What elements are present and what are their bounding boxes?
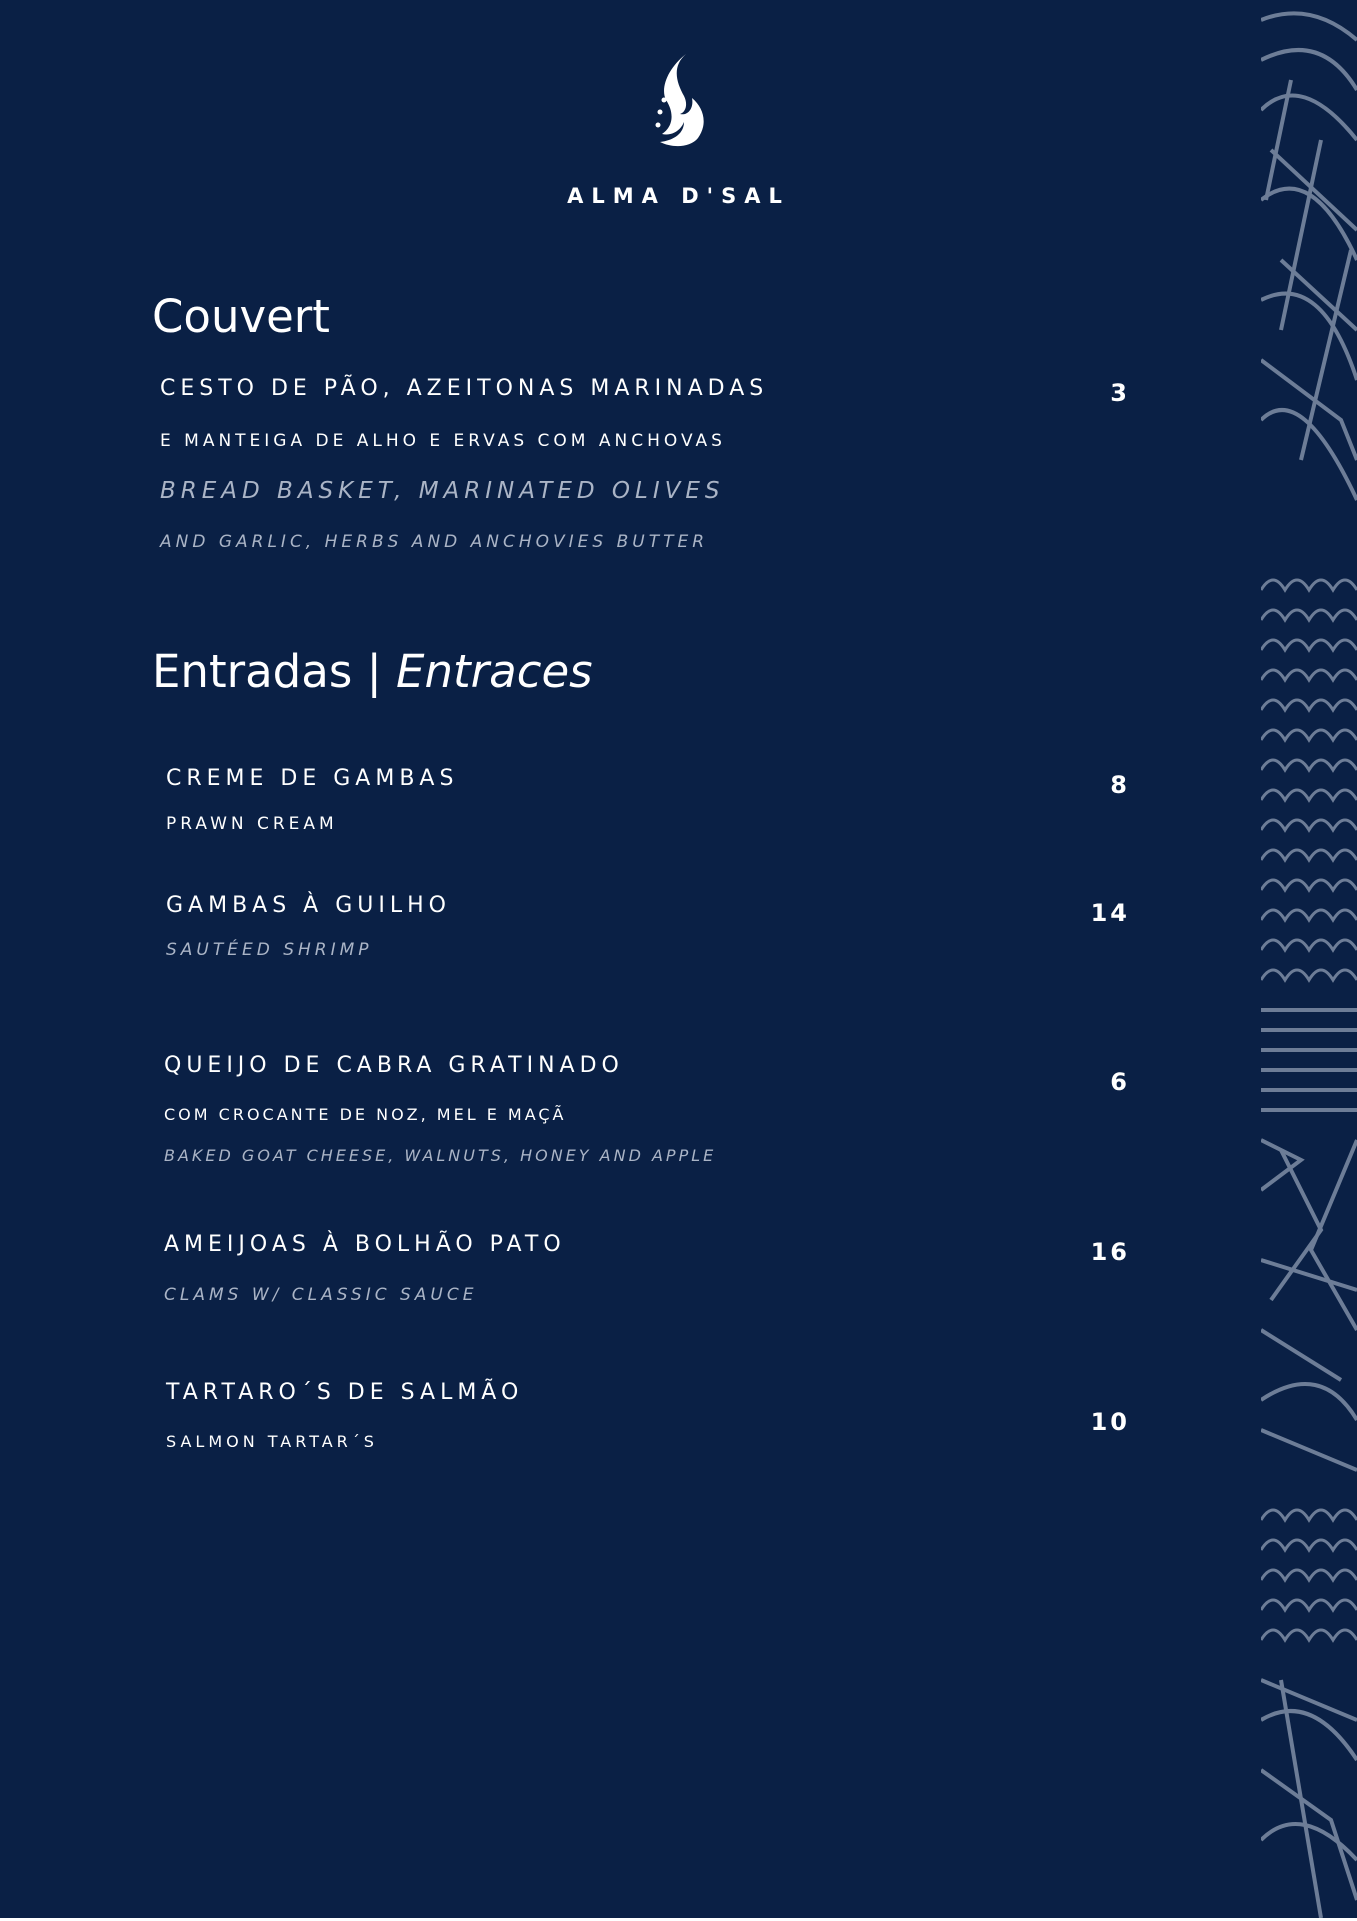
item-price: 14 bbox=[1090, 899, 1130, 927]
item-name: TARTARO´S DE SALMÃO bbox=[166, 1380, 524, 1405]
couvert-price: 3 bbox=[1110, 379, 1130, 407]
item-name: CREME DE GAMBAS bbox=[166, 766, 459, 791]
section-title-entradas bbox=[152, 645, 593, 698]
item-name: GAMBAS À GUILHO bbox=[166, 893, 451, 918]
item-desc: PRAWN CREAM bbox=[166, 814, 338, 834]
couvert-desc-line1: BREAD BASKET, MARINATED OLIVES bbox=[160, 478, 725, 504]
couvert-name-line1: CESTO DE PÃO, AZEITONAS MARINADAS bbox=[160, 376, 769, 401]
item-price: 10 bbox=[1090, 1408, 1130, 1436]
flame-icon bbox=[650, 52, 718, 148]
item-name: AMEIJOAS À BOLHÃO PATO bbox=[164, 1232, 566, 1257]
decorative-pattern bbox=[1261, 0, 1357, 1918]
item-desc: SAUTÉED SHRIMP bbox=[166, 940, 373, 960]
item-name: QUEIJO DE CABRA GRATINADO bbox=[164, 1053, 624, 1078]
item-desc-pt: COM CROCANTE DE NOZ, MEL E MAÇÃ bbox=[164, 1105, 567, 1124]
item-price: 8 bbox=[1110, 771, 1130, 799]
item-desc: CLAMS W/ CLASSIC SAUCE bbox=[164, 1285, 478, 1305]
item-price: 6 bbox=[1110, 1068, 1130, 1096]
section-title-couvert: Couvert bbox=[152, 290, 330, 343]
brand-name: ALMA D'SAL bbox=[567, 184, 790, 208]
item-desc: BAKED GOAT CHEESE, WALNUTS, HONEY AND APPLE bbox=[164, 1146, 717, 1165]
section-title-pt: Entradas | bbox=[152, 645, 397, 698]
item-desc: SALMON TARTAR´S bbox=[166, 1432, 378, 1451]
couvert-name-line2: E MANTEIGA DE ALHO E ERVAS COM ANCHOVAS bbox=[160, 431, 726, 451]
couvert-desc-line2: AND GARLIC, HERBS AND ANCHOVIES BUTTER bbox=[160, 532, 709, 552]
item-price: 16 bbox=[1090, 1238, 1130, 1266]
section-title-en: Entraces bbox=[396, 645, 593, 698]
